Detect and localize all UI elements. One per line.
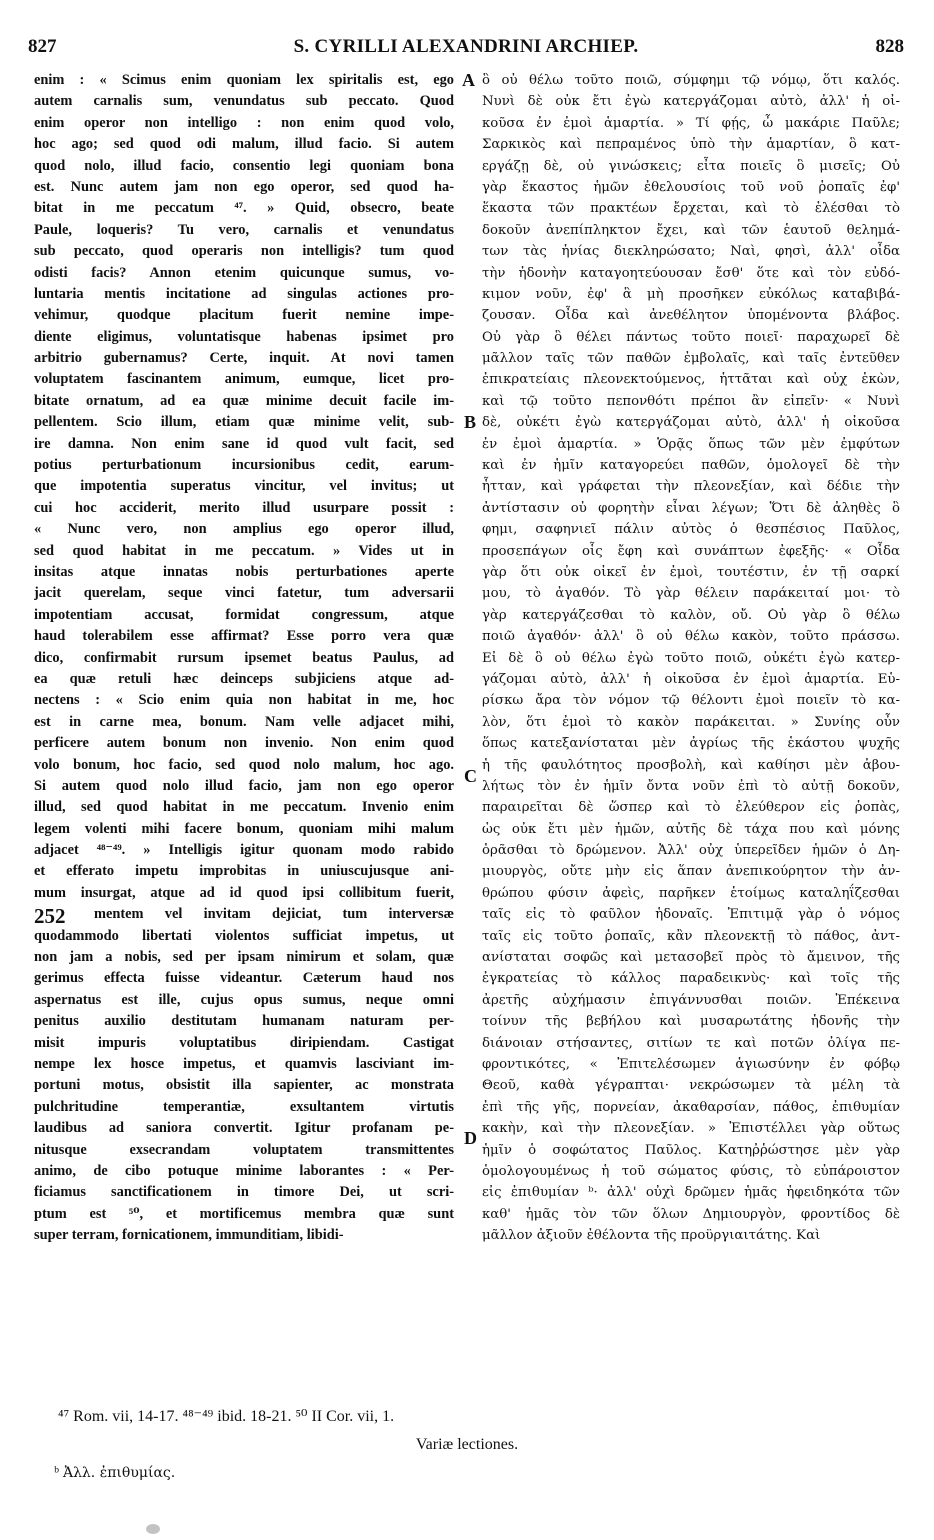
greek-line: τὴν ἡδονὴν καταγοητεύουσαν ἔσθ' ὅτε καὶ τὸν εὐδό- — [482, 265, 900, 281]
greek-line: καθ' ἡμᾶς τὸν τῶν ὅλων Δημιουργὸν, φροντίδος δὲ — [482, 1206, 900, 1222]
latin-line: hoc ago; sed quod odi malum, illud facio. Si autem — [34, 136, 454, 153]
greek-line: ἕκαστα τῶν πρακτέων ἔρχεται, καὶ τὸ ἑλέσθαι τὸ — [482, 201, 900, 217]
greek-line: γὰρ ὅτι οὐκ οἰκεῖ ἐν ἐμοὶ, τουτέστιν, ἐν τῇ σαρκί — [482, 564, 900, 580]
latin-line: legem volenti mihi facere bonum, quoniam mihi malum — [34, 820, 454, 837]
latin-line: potius perturbationum incursionibus cedit, earum- — [34, 457, 454, 474]
latin-line: penitus auxilio destitutam humanam naturam per- — [34, 1013, 454, 1030]
latin-line: diente eligimus, voluntatisque habenas ipsimet pro — [34, 328, 454, 345]
latin-line: bitat in me peccatum ⁴⁷. » Quid, obsecro, beate — [34, 200, 454, 217]
greek-line: μᾶλλον ἀξιοῦν ἐθέλοντα τῆς προϋργιαιτάτης. Καὶ — [482, 1228, 821, 1244]
greek-line: ἐπικρατείαις πλεονεκτούμενος, ἡττᾶται καὶ οὐχ ἑκὼν, — [482, 372, 900, 388]
latin-line: non jam a nobis, sed per ipsam nimirum et solam, quæ — [34, 949, 454, 966]
latin-line: ire damna. Non enim sane id quod vult facit, sed — [34, 435, 454, 452]
greek-line: καὶ ἐν ἡμῖν καταγορεύει παθῶν, ὁμολογεῖ δὲ τὴν — [482, 458, 900, 474]
greek-line: ἧτταν, καὶ γράφεται τὴν πλεονεξίαν, καὶ δέδιε τὴν — [482, 479, 900, 495]
greek-line: γὰρ κατεργάζεσθαι τὸ καλὸν, οὔ. Οὐ γὰρ ὃ θέλω — [482, 607, 900, 623]
latin-line: est. Nunc autem jam non ego operor, sed quod ha- — [34, 178, 454, 195]
section-marker-b: B — [464, 412, 477, 432]
greek-line: ανίσταται σοφῶς καὶ μετασοβεῖ πρὸς τὸ ἄμεινον, τῆς — [482, 950, 900, 966]
latin-line: vehimur, quodque placitum fuerit nemine impe- — [34, 307, 454, 324]
greek-line: φημι, σαφηνιεῖ πάλιν αὐτὸς ὁ θεσπέσιος Παῦλος, — [482, 522, 900, 538]
greek-line: μᾶλλον ταῖς τῶν παθῶν ἐμβολαῖς, καὶ ταῖς ἐντεῦθεν — [482, 351, 900, 367]
latin-line: adjacet ⁴⁸⁻⁴⁹. » Intelligis igitur quonam modo rabido — [34, 842, 454, 859]
greek-line: κιμον νοῦν, ἐφ' ἃ μὴ προσῆκεν εὐκόλως καταβιβά- — [482, 286, 900, 302]
latin-line: ficiamus sanctificationem in timore Dei, ut scri- — [34, 1184, 454, 1201]
greek-line: κοῦσα ἐν ἐμοὶ ἁμαρτία. » Τί φῄς, ὦ μακάριε Παῦλε; — [482, 115, 900, 131]
greek-line: ἀρετῆς αὐχήμασιν ἐπιγάννυσθαι ποιῶν. Ἐπέκεινα — [482, 992, 900, 1008]
latin-line: « Nunc vero, non amplius ego operor illud, — [34, 521, 454, 538]
greek-line: ταῖς εἰς τὸ φαῦλον ἡδοναῖς. Ἐπιτιμᾷ γὰρ ὁ νόμος — [482, 907, 900, 923]
latin-line: illud, sed quod habitat in me peccatum. Invenio enim — [34, 799, 454, 816]
footnotes: ⁴⁷ Rom. vii, 14-17. ⁴⁸⁻⁴⁹ ibid. 18-21. ⁵⁰ II Cor. vii, 1. — [58, 1408, 395, 1425]
greek-line: ζουσαν. Οἶδα καὶ ἀνεθέλητον ὑπομένοντα βλάβος. — [482, 308, 900, 324]
latin-line: animo, de cibo potuque minime laborantes : « Per- — [34, 1162, 454, 1179]
greek-line: ποιῶ ἀγαθόν· ἀλλ' ὃ οὐ θέλω κακὸν, τοῦτο πράσσω. — [482, 629, 900, 645]
greek-line: τοίνυν τῆς βεβήλου καὶ μυσαρωτάτης ἡδονῆς τὴν — [482, 1014, 900, 1030]
greek-line: παραιρεῖται δὲ ὥσπερ καὶ τὸ ἐλεύθερον εἰς ῥοπὰς, — [482, 800, 900, 816]
greek-line: ἐγκρατείας τὸ κάλλος παραδεικνὺς· καὶ τοῖς τῆς — [482, 971, 900, 987]
greek-line: ὅπως κατεξανίσταται μὲν ἀγρίως τῆς ἑκάστου ψυχῆς — [482, 736, 900, 752]
greek-line: Νυνὶ δὲ οὐκ ἔτι ἐγὼ κατεργάζομαι αὐτὸ, ἀλλ' ἡ οἰ- — [482, 94, 900, 110]
greek-line: προσεπάγων οἷς ἔφη καὶ συνάπτων ἐφεξῆς· « Οἶδα — [482, 543, 900, 559]
section-marker-a: A — [462, 70, 475, 90]
greek-line: διάνοιαν στήσαντες, σιτίων τε καὶ ποτῶν ὀλίγα πε- — [482, 1035, 900, 1051]
latin-line: pellentem. Scio illum, etiam quæ minime velit, sub- — [34, 414, 454, 431]
latin-line: est in carne mea, bonum. Nam velle adjacet mihi, — [34, 713, 454, 730]
latin-line: pulchritudine temperantiæ, exsultantem virtutis — [34, 1098, 454, 1115]
variant-siglum: ᵇ — [54, 1464, 59, 1481]
latin-line: volo bonum, hoc facio, sed quod nolo malum, hoc ago. — [34, 756, 454, 773]
latin-line: et efferato impetu improbitas in uniuscujusque ani- — [34, 863, 454, 880]
latin-column — [34, 70, 454, 1246]
page-number-left: 827 — [28, 36, 57, 57]
greek-line: Οὐ γὰρ ὃ θέλει πάντως τοῦτο ποιεῖ· παραχωρεῖ δὲ — [482, 329, 900, 345]
latin-line: sed quod habitat in me peccatum. » Vides ut in — [34, 542, 454, 559]
latin-line: ea quæ retuli hæc deinceps subjiciens atque ad- — [34, 670, 454, 687]
latin-line: sub peccato, quod operaris non intelligis? tum quod — [34, 243, 454, 260]
greek-line: ὡς οὐκ ἔτι μὲν ἡμῶν, αὐτῆς δὲ τάχα που καὶ μόνης — [482, 821, 900, 837]
latin-line: super terram, fornicationem, immunditiam, libidi- — [34, 1227, 344, 1244]
latin-line: misit impuris voluptatibus diripiendam. Castigat — [34, 1034, 454, 1051]
ink-smudge — [146, 1524, 160, 1534]
latin-line: insitas atque innatas nobis perturbationes aperte — [34, 563, 454, 580]
greek-line: ἀντίστασιν οὐ φορητὴν εἶναι λέγων; Ὅτι δὲ ἀληθὲς ὃ — [482, 500, 900, 516]
latin-line: jacit querelam, seque vinci fatetur, tum adversarii — [34, 585, 454, 602]
latin-line: mum insurgat, atque ad id quod ipsi collibitum fuerit, — [34, 884, 454, 901]
latin-line: quod nolo, illud facio, consentio legi quoniam bona — [34, 157, 454, 174]
greek-column — [482, 70, 900, 1246]
page-number-right: 828 — [875, 36, 904, 57]
latin-line: nempe lex hosce impetus, et quamvis lasciviant im- — [34, 1055, 454, 1072]
greek-line: Θεοῦ, καθὰ γέγραπται· νεκρώσωμεν τὰ μέλη τὰ — [482, 1078, 900, 1094]
greek-line: ταῖς εἰς τοῦτο ῥοπαῖς, κἂν πλεονεκτῇ τὸ πάθος, ἀντ- — [482, 928, 900, 944]
latin-line: nectens : « Scio enim quia non habitat in me, hoc — [34, 692, 454, 709]
latin-line: que impotentia superatus vincitur, vel invitus; ut — [34, 478, 454, 495]
greek-line: κακὴν, καὶ τὴν πλεονεξίαν. » Ἐπιστέλλει γὰρ οὕτως — [482, 1121, 900, 1137]
greek-line: δοκοῦν ἀνεπίπληκτον ἔχει, καὶ τῶν ἑαυτοῦ θελημά- — [482, 222, 900, 238]
latin-line: perficere autem bonum non invenio. Non enim quod — [34, 735, 454, 752]
latin-line: voluptatem fascinantem animum, eumque, licet pro- — [34, 371, 454, 388]
column-number: 252 — [34, 904, 66, 928]
greek-line: Εἰ δὲ ὃ οὐ θέλω ἐγὼ τοῦτο ποιῶ, οὐκέτι ἐγὼ κατερ- — [482, 650, 900, 666]
latin-line: autem carnalis sum, venundatus sub peccato. Quod — [34, 93, 454, 110]
greek-line: δὲ, οὐκέτι ἐγὼ κατεργάζομαι αὐτὸ, ἀλλ' ἡ οἰκοῦσα — [482, 415, 900, 431]
latin-line: impotentiam accusat, formidat congressum, atque — [34, 606, 454, 623]
greek-line: λὸν, ὅτι ἐμοὶ τὸ κακὸν παράκειται. » Συνίης οὖν — [482, 714, 900, 730]
running-title: S. CYRILLI ALEXANDRINI ARCHIEP. — [293, 36, 639, 57]
greek-line: εἰς ἐπιθυμίαν ᵇ· ἀλλ' οὐχὶ δρῶμεν ἡμᾶς ἡφειδηκότα τῶν — [482, 1185, 900, 1201]
latin-line: Si autem quod nolo illud facio, jam non ego operor — [34, 777, 454, 794]
greek-line: γάζομαι αὐτὸ, ἀλλ' ἡ οἰκοῦσα ἐν ἐμοὶ ἁμαρτία. Εὑ- — [482, 671, 900, 687]
latin-line: luntaria mentis incitatione ad singulas actiones pro- — [34, 285, 454, 302]
greek-line: φροντικότες, « Ἐπιτελέσωμεν ἁγιωσύνην ἐν φόβῳ — [482, 1056, 900, 1072]
greek-line: θρώπου φύσιν ἀφεὶς, παρῆκεν ἑτοίμως καταληΐζεσθαι — [482, 885, 900, 901]
greek-line: ρίσκω ἄρα τὸν νόμον τῷ θέλοντι ἐμοὶ ποιεῖν τὸ κα- — [482, 693, 900, 709]
greek-line: μιουργὸς, οὔτε μὴν εἰς ἅπαν ἀνεπικούρητον τὴν ἀν- — [482, 864, 900, 880]
greek-line: ἐπὶ τῆς γῆς, πορνείαν, ἀκαθαρσίαν, πάθος, ἐπιθυμίαν — [482, 1099, 900, 1115]
latin-line: odisti facis? Annon etenim quicunque sumus, vo- — [34, 264, 454, 281]
section-marker-d: D — [464, 1128, 477, 1148]
latin-line: enim : « Scimus enim quoniam lex spiritalis est, ego — [34, 72, 454, 88]
latin-line: enim operor non intelligo : non enim quod volo, — [34, 114, 454, 131]
greek-line: γὰρ ἕκαστος ἡμῶν ἐθελουσίοις τοῦ νοῦ ῥοπαῖς ἐφ' — [482, 179, 900, 195]
greek-line: Σαρκικὸς καὶ πεπραμένος ὑπὸ τὴν ἁμαρτίαν, ὃ κατ- — [482, 137, 900, 153]
variae-lectiones-heading: Variæ lectiones. — [415, 1436, 519, 1453]
greek-line: καὶ τῷ τοῦτο πεπονθότι πρέποι ἂν εἰπεῖν· « Νυνὶ — [482, 393, 900, 409]
latin-line: Paule, loqueris? Tu vero, carnalis et venundatus — [34, 221, 454, 238]
running-head — [28, 36, 904, 66]
latin-line: portuni motus, obsistit illa sapienter, ac monstrata — [34, 1077, 454, 1094]
greek-line: ἡ τῆς φαυλότητος προσβολὴ, καὶ καθίησι μὲν ἀβου- — [482, 757, 900, 773]
greek-line: των τὰς ἡνίας διεκληρώσατο; Ναὶ, φησὶ, ἀλλ' οἶδα — [482, 244, 900, 260]
latin-line: mentem vel invitam dejiciat, tum interversæ — [94, 906, 454, 923]
latin-line: haud tolerabilem esse affirmat? Esse porro vera quæ — [34, 628, 454, 645]
variant-note — [54, 1464, 175, 1482]
latin-line: dico, confirmabit rursum ipsemet beatus Paulus, ad — [34, 649, 454, 666]
greek-line: λήτως τὸν ἐν ἡμῖν ὄντα νοῦν ἐπὶ τὸ αὐτῇ δοκοῦν, — [482, 778, 900, 794]
latin-line: arbitrio gubernamus? Certe, inquit. At novi tamen — [34, 350, 454, 367]
greek-line: ὁμολογουμένως ἡ τοῦ σώματος φύσις, τὸ εὐπάροιστον — [482, 1163, 900, 1179]
latin-line: ptum est ⁵⁰, et mortificemus membra quæ sunt — [34, 1205, 454, 1222]
latin-line: bitate ornatum, ad ea quæ minime decuit facile im- — [34, 392, 454, 409]
greek-line: ὁρᾶσθαι τὸ δρώμενον. Ἀλλ' οὐχ ὑπερεῖδεν ἡμῶν ὁ Δη- — [482, 843, 900, 859]
greek-line: μου, τὸ ἀγαθόν. Τὸ γὰρ θέλειν παράκειταί μοι· τὸ — [482, 586, 900, 602]
latin-line: laudibus ad saniora convertit. Igitur profanam pe- — [34, 1120, 454, 1137]
latin-line: quodammodo libertati violentos sufficiat impetus, ut — [34, 927, 454, 944]
latin-line: cui hoc acciderit, merito illud usurpare possit : — [34, 499, 454, 516]
latin-line: aspernatus est ille, cujus opus sumus, neque omni — [34, 991, 454, 1008]
greek-line: ἐν ἐμοὶ ἁμαρτία. » Ὁρᾷς ὅπως τῶν μὲν ἐμφύτων — [482, 436, 900, 452]
greek-line: ὃ οὐ θέλω τοῦτο ποιῶ, σύμφημι τῷ νόμῳ, ὅτι καλός. — [482, 73, 900, 88]
greek-line: εργάζῃ δὲ, οὐ γινώσκεις; εἶτα ποιεῖς ὃ μισεῖς; Οὐ — [482, 158, 900, 174]
section-marker-c: C — [464, 766, 477, 786]
greek-line: ἡμῖν ὁ σοφώτατος Παῦλος. Κατηῤῥώστησε μὲν γὰρ — [482, 1142, 900, 1158]
latin-line: gerimus effecta fuisse videantur. Cæterum haud nos — [34, 970, 454, 987]
latin-line: nitusque exsecrandam voluptatem transmittentes — [34, 1141, 454, 1158]
variant-text: Ἀλλ. ἐπιθυμίας. — [62, 1465, 176, 1481]
